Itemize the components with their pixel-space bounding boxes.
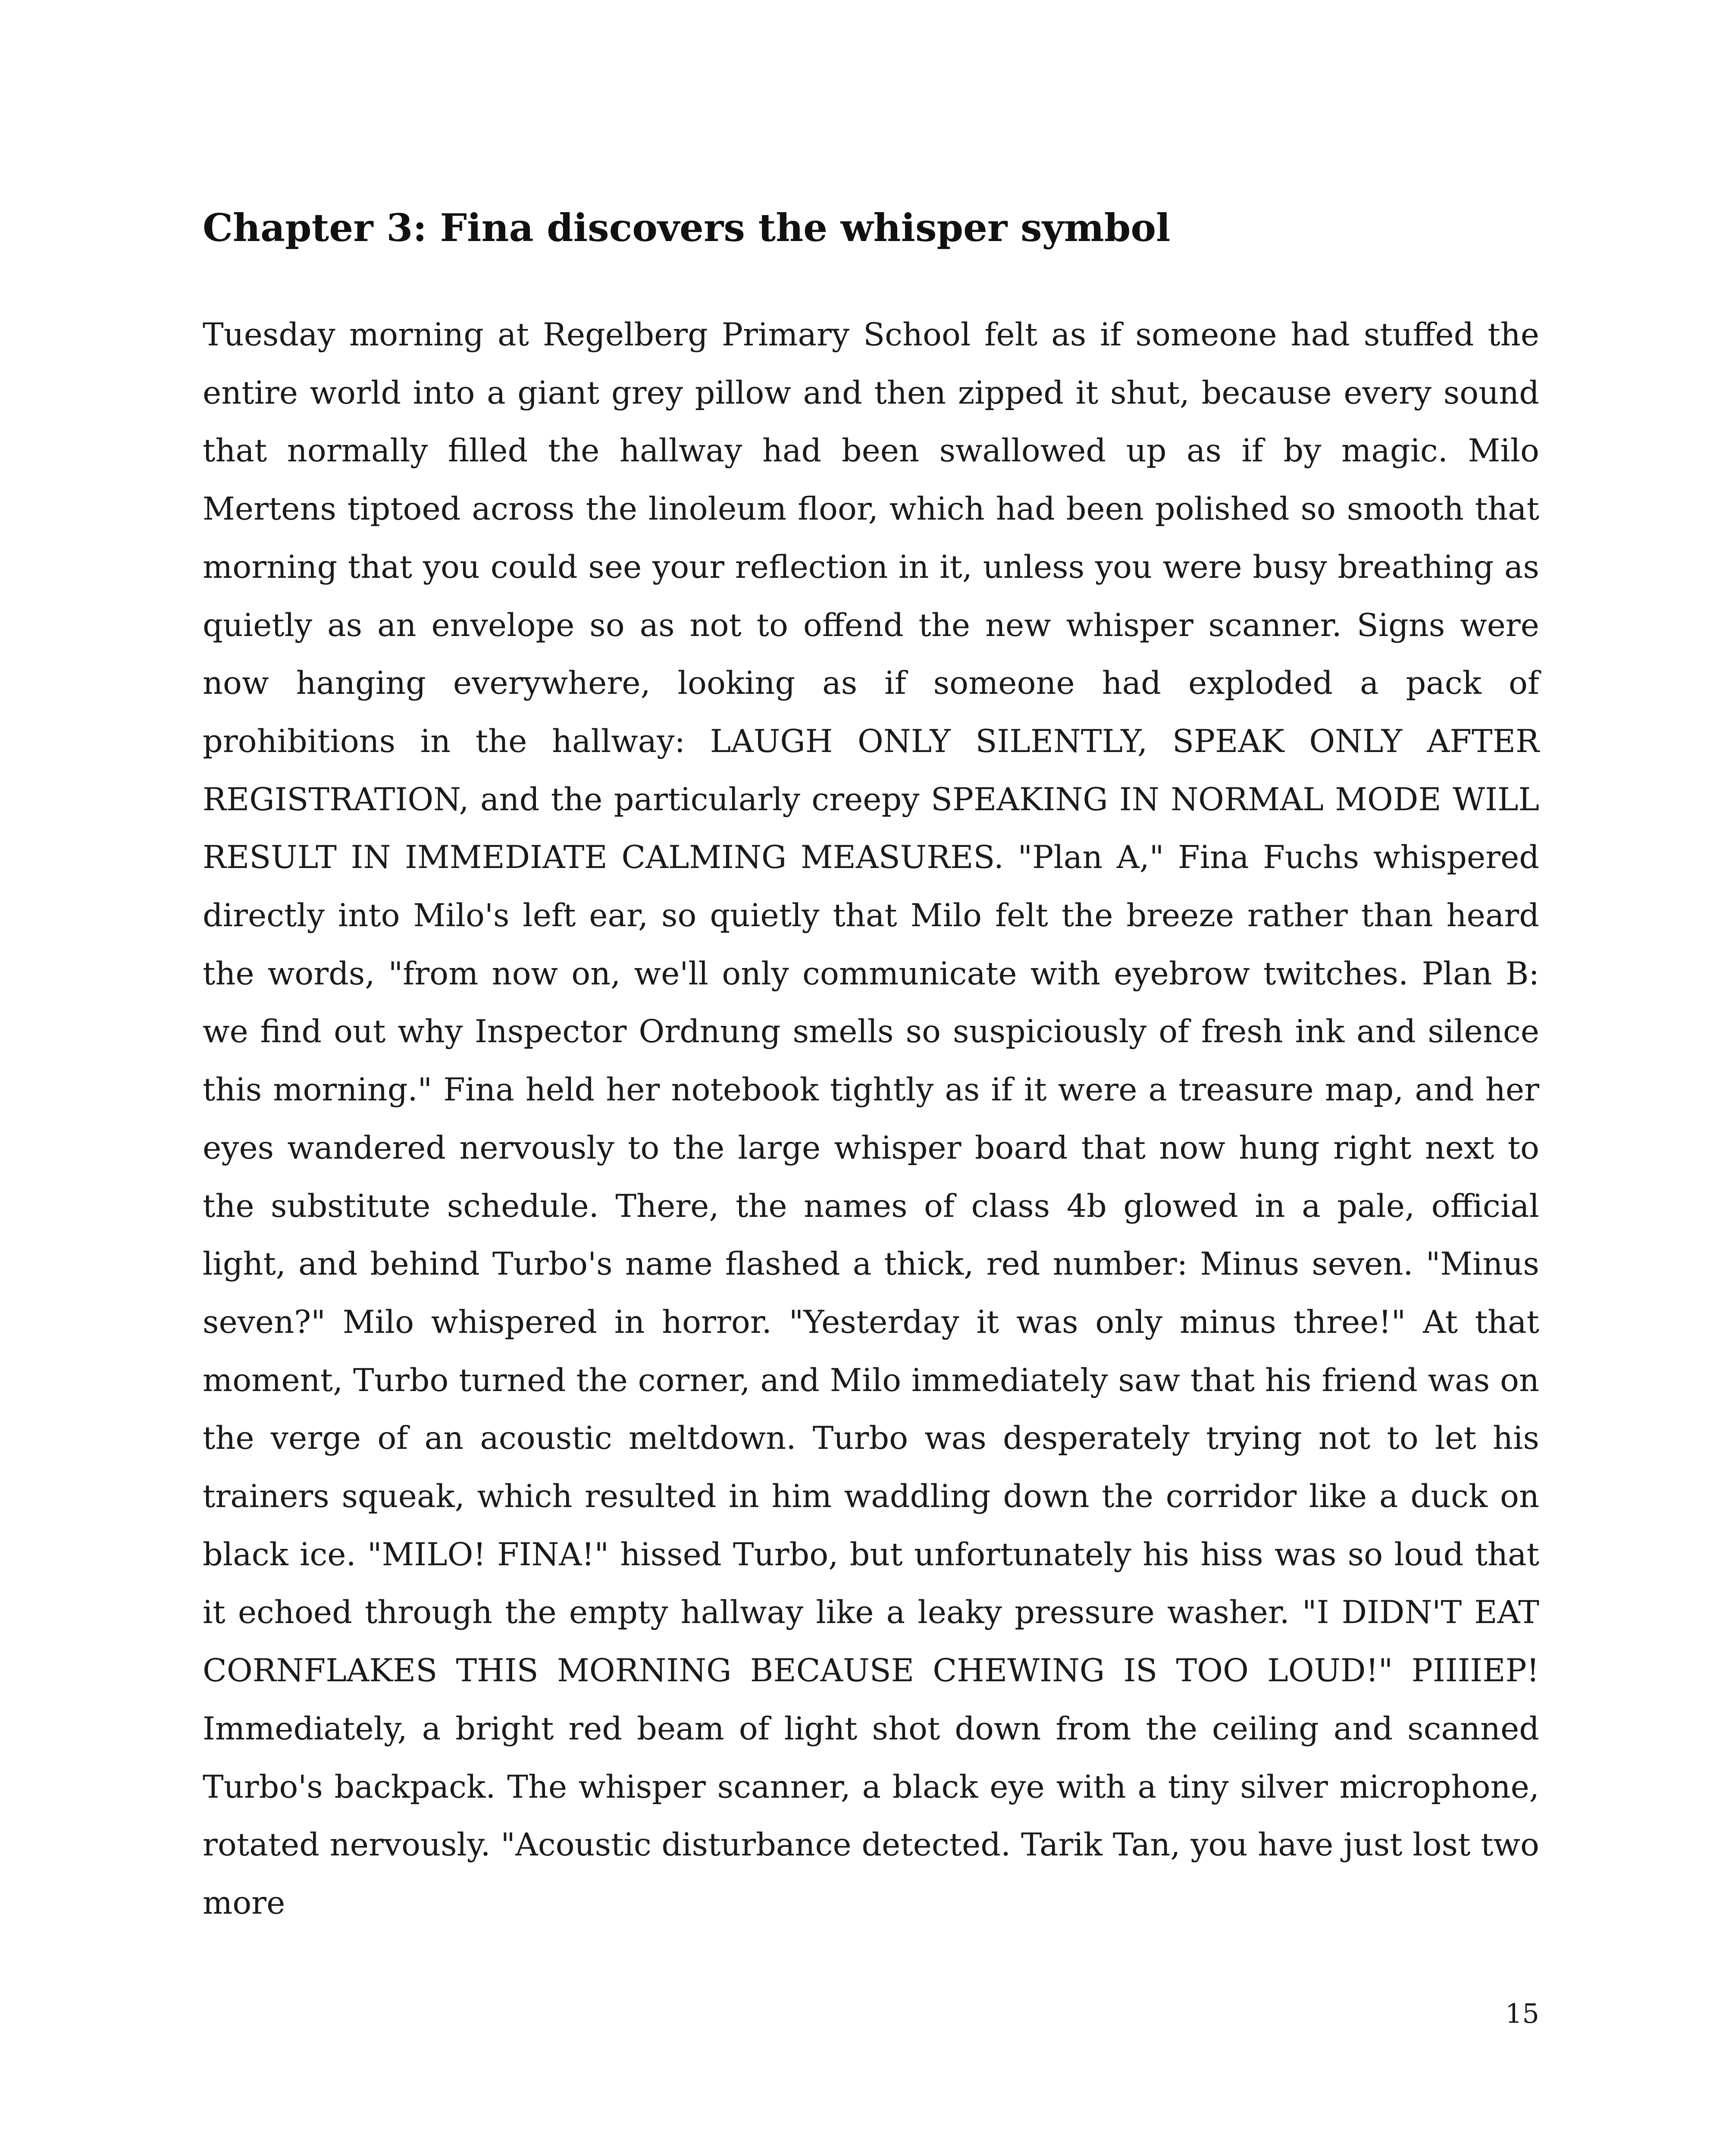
- chapter-title: Chapter 3: Fina discovers the whisper symbol: [203, 205, 1171, 250]
- page-number: 15: [1505, 1998, 1539, 2029]
- body-paragraph: Tuesday morning at Regelberg Primary School felt as if someone had stuffed the entire world into a giant grey pillow and then zipped it shut, because every sound that normally filled the hallway had been swallowed up as if by magic. Milo Mertens tiptoed across the linoleum floor, which had been polished so smooth that morning that you could see your reflection in it, unless you were busy breathing as quietly as an envelope so as not to offend the new whisper scanner. Signs were now hanging everywhere, looking as if someone had exploded a pack of prohibitions in the hallway: LAUGH ONLY SILENTLY, SPEAK ONLY AFTER REGISTRATION, and the particularly creepy SPEAKING IN NORMAL MODE WILL RESULT IN IMMEDIATE CALMING MEASURES. "Plan A," Fina Fuchs whispered directly into Milo's left ear, so quietly that Milo felt the breeze rather than heard the words, "from now on, we'll only communicate with eyebrow twitches. Plan B: we find out why Inspector Ordnung smells so suspiciously of fresh ink and silence this morning." Fina held her notebook tightly as if it were a treasure map, and her eyes wandered nervously to the large whisper board that now hung right next to the substitute schedule. There, the names of class 4b glowed in a pale, official light, and behind Turbo's name flashed a thick, red number: Minus seven. "Minus seven?" Milo whispered in horror. "Yesterday it was only minus three!" At that moment, Turbo turned the corner, and Milo immediately saw that his friend was on the verge of an acoustic meltdown. Turbo was desperately trying not to let his trainers squeak, which resulted in him waddling down the corridor like a duck on black ice. "MILO! FINA!" hissed Turbo, but unfortunately his hiss was so loud that it echoed through the empty hallway like a leaky pressure washer. "I DIDN'T EAT CORNFLAKES THIS MORNING BECAUSE CHEWING IS TOO LOUD!" PIIIIEP! Immediately, a bright red beam of light shot down from the ceiling and scanned Turbo's backpack. The whisper scanner, a black eye with a tiny silver microphone, rotated nervously. "Acoustic disturbance detected. Tarik Tan, you have just lost two more: [203, 317, 1539, 1921]
